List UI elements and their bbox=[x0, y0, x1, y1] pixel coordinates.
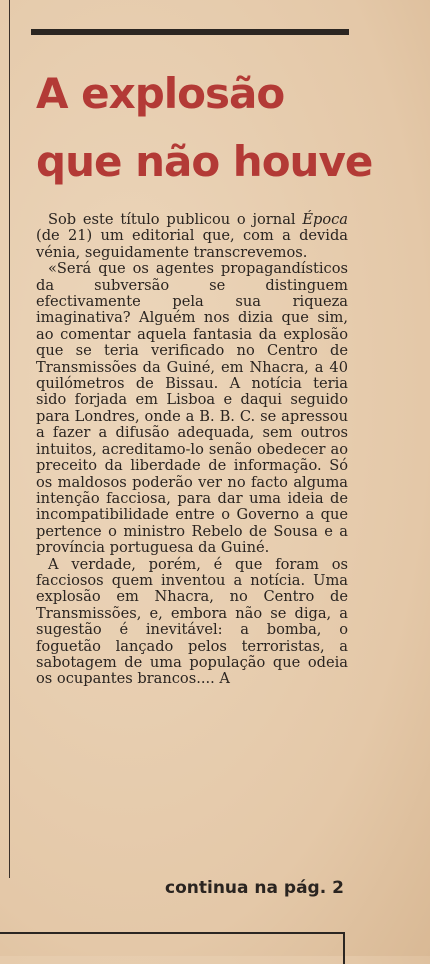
paragraph-quote: «Será que os agentes propagandísticos da subversão se distinguem efectivamente pela sua riqueza imaginativa? Alguém nos dizia que sim, ao comentar aquela fantasia da explosão que se teria verificado no Centro de Transmissões da Guiné, em Nhacra, a 40 quilómetros de Bissau. A notícia teria sido forjada em Lisboa e daqui seguido para Londres, onde a B. B. C. se apressou a fazer a difusão adequada, sem outros intuitos, acreditamo-lo senão obedecer ao preceito da liberdade de informação. Só os maldosos poderão ver no facto alguma intenção facciosa, para dar uma ideia de incompatibilidade entre o Governo a que pertence o ministro Rebelo de Sousa e a província portuguesa da Guiné. bbox=[36, 260, 348, 557]
headline bbox=[36, 60, 373, 196]
bottom-frame bbox=[0, 932, 345, 964]
headline-line-1: A explosão bbox=[36, 69, 285, 118]
article-body bbox=[36, 212, 348, 688]
paragraph-intro: Sob este título publicou o jornal Época (de 21) um editorial que, com a devida vénia, seguidamente transcrevemos. bbox=[36, 211, 348, 261]
continuation-note[interactable]: continua na pág. 2 bbox=[165, 878, 344, 898]
headline-line-2: que não houve bbox=[36, 137, 373, 186]
paragraph-truth: A verdade, porém, é que foram os facciosos quem inventou a notícia. Uma explosão em Nhacra, no Centro de Transmissões, e, embora não se diga, a sugestão é inevitável: a bomba, o foguetão lançado pelos terroristas, a sabotagem de uma população que odeia os ocupantes brancos.... A bbox=[36, 555, 348, 688]
newspaper-name: Época bbox=[302, 211, 348, 228]
header-bar bbox=[31, 29, 349, 35]
column-rule bbox=[9, 0, 10, 878]
